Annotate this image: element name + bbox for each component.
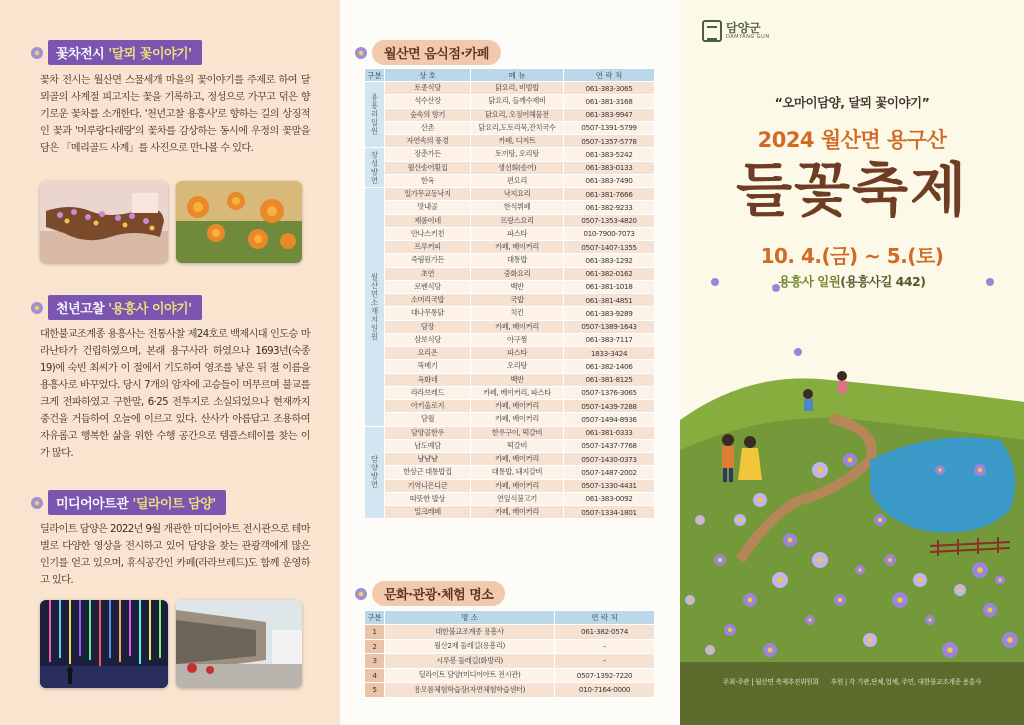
- table-row: [365, 668, 655, 683]
- table-row: [365, 214, 655, 227]
- cell-name: 제롬이네: [385, 214, 471, 227]
- table-row: [365, 492, 655, 505]
- aster-flower-center: [1007, 637, 1013, 643]
- logo-name: 담양군: [726, 21, 761, 35]
- cell-place: 월산2제 둘레길(용흥리): [385, 639, 555, 654]
- cell-phone: 0507-1334-1801: [564, 506, 655, 519]
- cell-name: 아키올로지: [385, 400, 471, 413]
- cell-menu: 아구찜: [471, 333, 564, 346]
- section-title-flower-tea: [30, 40, 202, 65]
- cell-menu: 카페, 디저트: [471, 135, 564, 148]
- damyang-logo: [702, 20, 770, 42]
- table-row: [365, 506, 655, 519]
- table-row: [365, 426, 655, 439]
- cell-phone: 061-383-7117: [564, 333, 655, 346]
- cell-name: 장춘가든: [385, 148, 471, 161]
- cell-name: 석수산장: [385, 95, 471, 108]
- panel-cover: [680, 0, 1024, 725]
- table-row: [365, 121, 655, 134]
- table-row: [365, 625, 655, 640]
- table-header-row: [365, 611, 655, 625]
- cell-name: 프루커피: [385, 241, 471, 254]
- credits-host: 주최·주관 | 월산면 축제추진위원회: [722, 678, 819, 686]
- table-row: [365, 347, 655, 360]
- festival-credits: [680, 676, 1024, 686]
- cell-menu: 카페, 베이커리: [471, 413, 564, 426]
- cell-phone: 061-383-5242: [564, 148, 655, 161]
- restaurant-title-label: 월산면 음식점·카페: [372, 40, 501, 65]
- cell-name: 삼보식당: [385, 333, 471, 346]
- cell-num: 3: [365, 654, 385, 669]
- cell-menu: 닭요리,도토리묵,잔치국수: [471, 121, 564, 134]
- aster-flower-center: [977, 567, 983, 573]
- column-header: 구분: [365, 69, 385, 82]
- cell-menu: 낙지요리: [471, 188, 564, 201]
- aster-flower-icon: [30, 301, 44, 315]
- cell-phone: 061-382-9233: [564, 201, 655, 214]
- cell-menu: 떡갈비: [471, 439, 564, 452]
- cell-phone: 061-382-1406: [564, 360, 655, 373]
- cell-name: 안나스키친: [385, 227, 471, 240]
- table-row: [365, 439, 655, 452]
- table-row: [365, 174, 655, 187]
- aster-flower-center: [928, 618, 932, 622]
- column-header: 명 소: [385, 611, 555, 625]
- aster-flower-center: [817, 557, 823, 563]
- cell-num: 2: [365, 639, 385, 654]
- cell-phone: 061-381-0333: [564, 426, 655, 439]
- cell-phone: 061-381-8125: [564, 373, 655, 386]
- aster-flower-icon: [354, 587, 368, 601]
- section-title-text: 꽃차전시: [56, 47, 109, 62]
- cell-phone: 061-382-0574: [555, 625, 655, 640]
- cell-num: 5: [365, 683, 385, 698]
- aster-flower-center: [938, 468, 942, 472]
- cell-name: 산촌: [385, 121, 471, 134]
- cell-name: 라라브레드: [385, 386, 471, 399]
- cell-menu: 대통밥, 돼지갈비: [471, 466, 564, 479]
- table-row: [365, 683, 655, 698]
- cell-menu: 토끼탕, 오리탕: [471, 148, 564, 161]
- cell-phone: 0507-1407-1355: [564, 241, 655, 254]
- cell-phone: 0507-1357-5778: [564, 135, 655, 148]
- cell-menu: 닭요리, 오징어해물전: [471, 108, 564, 121]
- cell-name: 대나무통닭: [385, 307, 471, 320]
- cell-menu: 연잎식불고기: [471, 492, 564, 505]
- cell-phone: 0507-1391-5799: [564, 121, 655, 134]
- cell-phone: 1833-3424: [564, 347, 655, 360]
- cell-menu: 치킨: [471, 307, 564, 320]
- section-text-media-art: 딜라이트 담양은 2022년 9월 개관한 미디어아트 전시관으로 테마별로 다양한 영상을 전시하고 있어 담양을 찾는 관광객에게 많은 인기를 얻고 있으며, 휴식공간인 카페(라라브레드)도 함께 운영하고 있다.: [40, 524, 310, 586]
- cell-menu: 파스타: [471, 227, 564, 240]
- group-cell: 장성방면: [365, 148, 385, 188]
- table-row: [365, 360, 655, 373]
- cell-menu: 파스타: [471, 347, 564, 360]
- table-row: [365, 108, 655, 121]
- cell-name: 한옥: [385, 174, 471, 187]
- cell-name: 자연속의 풍경: [385, 135, 471, 148]
- cell-num: 1: [365, 625, 385, 640]
- cell-menu: 카페, 베이커리: [471, 320, 564, 333]
- cell-phone: 0507-1439-7288: [564, 400, 655, 413]
- aster-flower-icon: [354, 46, 368, 60]
- cell-menu: 생선회(송어): [471, 161, 564, 174]
- section-title-text: 미디어아트관: [56, 497, 133, 512]
- cell-menu: 닭요리, 들깨수제비: [471, 95, 564, 108]
- aster-flower-center: [758, 498, 763, 503]
- aster-flower-icon: [30, 496, 44, 510]
- cell-phone: 061-381-4851: [564, 294, 655, 307]
- aster-flower-center: [878, 518, 882, 522]
- cell-place: 대한불교조계종 용흥사: [385, 625, 555, 640]
- table-row: [365, 148, 655, 161]
- table-row: [365, 267, 655, 280]
- cell-menu: 카페, 베이커리: [471, 400, 564, 413]
- aster-flower-center: [848, 458, 853, 463]
- photo-marigold: [176, 181, 302, 263]
- cell-phone: 061-383-9289: [564, 307, 655, 320]
- attraction-title-label: 문화·관광·체험 명소: [372, 581, 505, 606]
- table-header-row: [365, 69, 655, 82]
- column-header: 구분: [365, 611, 385, 625]
- section-title-media-art: [30, 490, 226, 515]
- credits-sponsor: 후원 | 각 기관,단체,업체, 주민, 대한불교조계종 용흥사: [830, 678, 982, 686]
- aster-flower-center: [918, 578, 923, 583]
- cell-name: 담양골한우: [385, 426, 471, 439]
- damyang-emblem-icon: [702, 20, 722, 42]
- festival-year-title: 2024 월산면 용구산: [757, 128, 947, 152]
- attraction-table: [364, 610, 655, 698]
- aster-flower-center: [718, 558, 722, 562]
- aster-flower-center: [888, 558, 892, 562]
- section-text-flower-tea: 꽃차 전시는 월산면 스물세개 마을의 꽃이야기를 주제로 하여 달뫼골의 사계절 피고지는 꽃을 기록하고, 정성으로 가꾸고 덖은 향기로운 꽃차를 소개한다. '천년고찰 용흥사'로 향하는 길의 상징적인 꽃과 '머루랑다래랑'의 꽃차를 감상하는 동시에 우정의 꽃말을 담은 「메리골드 사계」를 사진으로 만나볼 수 있다.: [40, 75, 310, 154]
- cell-name: 숲속의 향기: [385, 108, 471, 121]
- table-row: [365, 294, 655, 307]
- aster-flower-center: [988, 608, 993, 613]
- photo-media-art-hall: [40, 600, 168, 688]
- aster-flower-center: [708, 648, 712, 652]
- aster-flower-center: [748, 598, 753, 603]
- section-title-quote: '용흥사 이야기': [108, 302, 192, 317]
- cell-phone: 0507-1392-7220: [555, 668, 655, 683]
- cell-place: 시루봉 둘레길(화방리): [385, 654, 555, 669]
- cell-name: 토종식당: [385, 82, 471, 95]
- aster-flower-center: [698, 518, 702, 522]
- column-header: 상 호: [385, 69, 471, 82]
- table-row: [365, 373, 655, 386]
- table-row: [365, 453, 655, 466]
- cell-name: 뚝배기: [385, 360, 471, 373]
- cell-menu: 오리탕: [471, 360, 564, 373]
- table-row: [365, 82, 655, 95]
- cell-menu: 카페, 베이커리: [471, 241, 564, 254]
- attraction-section-title: [354, 581, 505, 606]
- cell-menu: 중화요리: [471, 267, 564, 280]
- section-title-text: 천년고찰: [56, 302, 109, 317]
- aster-flower-center: [738, 518, 742, 522]
- cell-phone: 061-381-7666: [564, 188, 655, 201]
- cell-phone: 061-383-3065: [564, 82, 655, 95]
- cell-place: 용오름체험학습장(자연체험학습센터): [385, 683, 555, 698]
- cell-name: 남도예담: [385, 439, 471, 452]
- table-row: [365, 227, 655, 240]
- cell-phone: 0507-1487-2002: [564, 466, 655, 479]
- aster-flower-center: [897, 597, 903, 603]
- table-row: [365, 241, 655, 254]
- group-cell: 용흥리일원: [365, 82, 385, 148]
- group-cell: 담양방면: [365, 426, 385, 519]
- cell-menu: 카페, 베이커리: [471, 479, 564, 492]
- cell-name: 따뜻한 밥상: [385, 492, 471, 505]
- cell-name: 소머리국밥: [385, 294, 471, 307]
- cell-menu: 프랑스요리: [471, 214, 564, 227]
- cell-phone: 0507-1430-0373: [564, 453, 655, 466]
- table-row: [365, 654, 655, 669]
- cell-name: 기역니은디귿: [385, 479, 471, 492]
- cell-phone: 0507-1353-4820: [564, 214, 655, 227]
- table-row: [365, 320, 655, 333]
- cell-phone: 061-383-0133: [564, 161, 655, 174]
- cell-name: 옥화네: [385, 373, 471, 386]
- cell-place: 딜라이트 담양(미디어아트 전시관): [385, 668, 555, 683]
- cell-menu: 국밥: [471, 294, 564, 307]
- panel-left: [0, 0, 340, 725]
- group-cell: 월산면소재지일원: [365, 188, 385, 427]
- cell-phone: 010-7900-7073: [564, 227, 655, 240]
- table-row: [365, 135, 655, 148]
- aster-flower-center: [817, 467, 823, 473]
- column-header: 메 뉴: [471, 69, 564, 82]
- table-row: [365, 413, 655, 426]
- venue-name: 용흥사 일원: [778, 274, 841, 289]
- cell-name: 일가무교동낙지: [385, 188, 471, 201]
- aster-flower-center: [978, 468, 982, 472]
- cell-name: 요리온: [385, 347, 471, 360]
- cell-name: 담월: [385, 413, 471, 426]
- aster-flower-center: [808, 618, 812, 622]
- cell-phone: 0507-1437-7768: [564, 439, 655, 452]
- photo-delight-cafe: [176, 600, 302, 688]
- aster-flower-center: [688, 598, 692, 602]
- cell-menu: 한식뷔페: [471, 201, 564, 214]
- table-row: [365, 95, 655, 108]
- cell-menu: 카페, 베이커리: [471, 453, 564, 466]
- venue-address: (용흥사길 442): [840, 274, 926, 289]
- festival-venue: [680, 272, 1024, 290]
- aster-flower-center: [958, 588, 962, 592]
- cell-name: 죽림원가든: [385, 254, 471, 267]
- cell-phone: 0507-1389-1643: [564, 320, 655, 333]
- aster-flower-center: [947, 647, 953, 653]
- cell-menu: 백반: [471, 373, 564, 386]
- cell-phone: 061-383-7490: [564, 174, 655, 187]
- table-row: [365, 307, 655, 320]
- cell-menu: 카페, 베이커리, 파스타: [471, 386, 564, 399]
- table-row: [365, 639, 655, 654]
- aster-flower-center: [838, 598, 842, 602]
- section-title-quote: '딜라이트 담양': [132, 497, 216, 512]
- cell-phone: 0507-1494-8936: [564, 413, 655, 426]
- cell-name: 월산송어횟집: [385, 161, 471, 174]
- table-row: [365, 188, 655, 201]
- section-text-temple: 대한불교조계종 용흥사는 전통사찰 제24호로 백제시대 인도승 마라난타가 건립하였으며, 본래 용구사라 하였으나 1693년(숙종19)에 숙빈 최씨가 이 절에서 기도하여 영조를 낳은 뒤 절 이름을 용흥사로 바꾸었다. 당시 7개의 암자에 고승들이 머무르며 불교를 크게 전파하였고 구한말, 6·25 전투지로 소실되었으나 현재까지 중건을 거듭하여 오늘에 이르고 있다. 산사가 아름답고 조용하여 자유롭고 행복한 삶을 위한 수행 공간으로 템플스테이를 찾는 이가 많다.: [40, 329, 310, 459]
- cell-phone: 061-383-9947: [564, 108, 655, 121]
- cell-phone: 0507-1376-3065: [564, 386, 655, 399]
- cell-name: 냠냠냠: [385, 453, 471, 466]
- logo-subtitle: DAMYANG GUN: [726, 34, 770, 40]
- cell-phone: –: [555, 654, 655, 669]
- table-row: [365, 400, 655, 413]
- section-title-quote: '달뫼 꽃이야기': [108, 47, 192, 62]
- table-row: [365, 254, 655, 267]
- cell-phone: –: [555, 639, 655, 654]
- panel-middle: [340, 0, 680, 725]
- aster-flower-center: [777, 577, 783, 583]
- cell-name: 맛내골: [385, 201, 471, 214]
- section-title-temple: [30, 295, 202, 320]
- cell-menu: 카페, 베이커리: [471, 506, 564, 519]
- restaurant-section-title: [354, 40, 501, 65]
- aster-flower-center: [858, 568, 862, 572]
- cell-phone: 061-383-0092: [564, 492, 655, 505]
- aster-flower-center: [728, 628, 732, 632]
- cell-menu: 닭요리, 비빔밥: [471, 82, 564, 95]
- column-header: 연 락 처: [555, 611, 655, 625]
- cell-menu: 대통밥: [471, 254, 564, 267]
- cell-name: 밀크레페: [385, 506, 471, 519]
- cell-name: 한상근 대통밥집: [385, 466, 471, 479]
- column-header: 연 락 처: [564, 69, 655, 82]
- cell-num: 4: [365, 668, 385, 683]
- cell-phone: 061-381-3168: [564, 95, 655, 108]
- cell-menu: 한우구이, 떡갈비: [471, 426, 564, 439]
- aster-flower-center: [998, 578, 1002, 582]
- festival-dates: 10. 4.(금) ~ 5.(토): [760, 244, 944, 268]
- aster-flower-center: [768, 648, 773, 653]
- festival-slogan: “오마이담양, 달뫼 꽃이야기”: [774, 95, 930, 110]
- table-row: [365, 479, 655, 492]
- aster-flower-center: [788, 538, 793, 543]
- table-row: [365, 333, 655, 346]
- cell-phone: 010-7164-0000: [555, 683, 655, 698]
- cell-menu: 백반: [471, 280, 564, 293]
- aster-flower-icon: [30, 46, 44, 60]
- restaurant-table: [364, 68, 655, 519]
- aster-flower-center: [868, 638, 873, 643]
- cell-name: 초연: [385, 267, 471, 280]
- table-row: [365, 201, 655, 214]
- photo-flower-tea-exhibit: [40, 181, 168, 263]
- table-row: [365, 386, 655, 399]
- floating-aster-flower: [794, 348, 802, 356]
- cell-phone: 061-382-0162: [564, 267, 655, 280]
- cell-name: 담장: [385, 320, 471, 333]
- table-row: [365, 280, 655, 293]
- cell-phone: 061-381-1018: [564, 280, 655, 293]
- cell-menu: 편요리: [471, 174, 564, 187]
- festival-main-title: 들꽃축제: [735, 156, 969, 224]
- cell-phone: 061-383-1292: [564, 254, 655, 267]
- cell-phone: 0507-1330-4431: [564, 479, 655, 492]
- cell-name: 로벤식당: [385, 280, 471, 293]
- table-row: [365, 466, 655, 479]
- table-row: [365, 161, 655, 174]
